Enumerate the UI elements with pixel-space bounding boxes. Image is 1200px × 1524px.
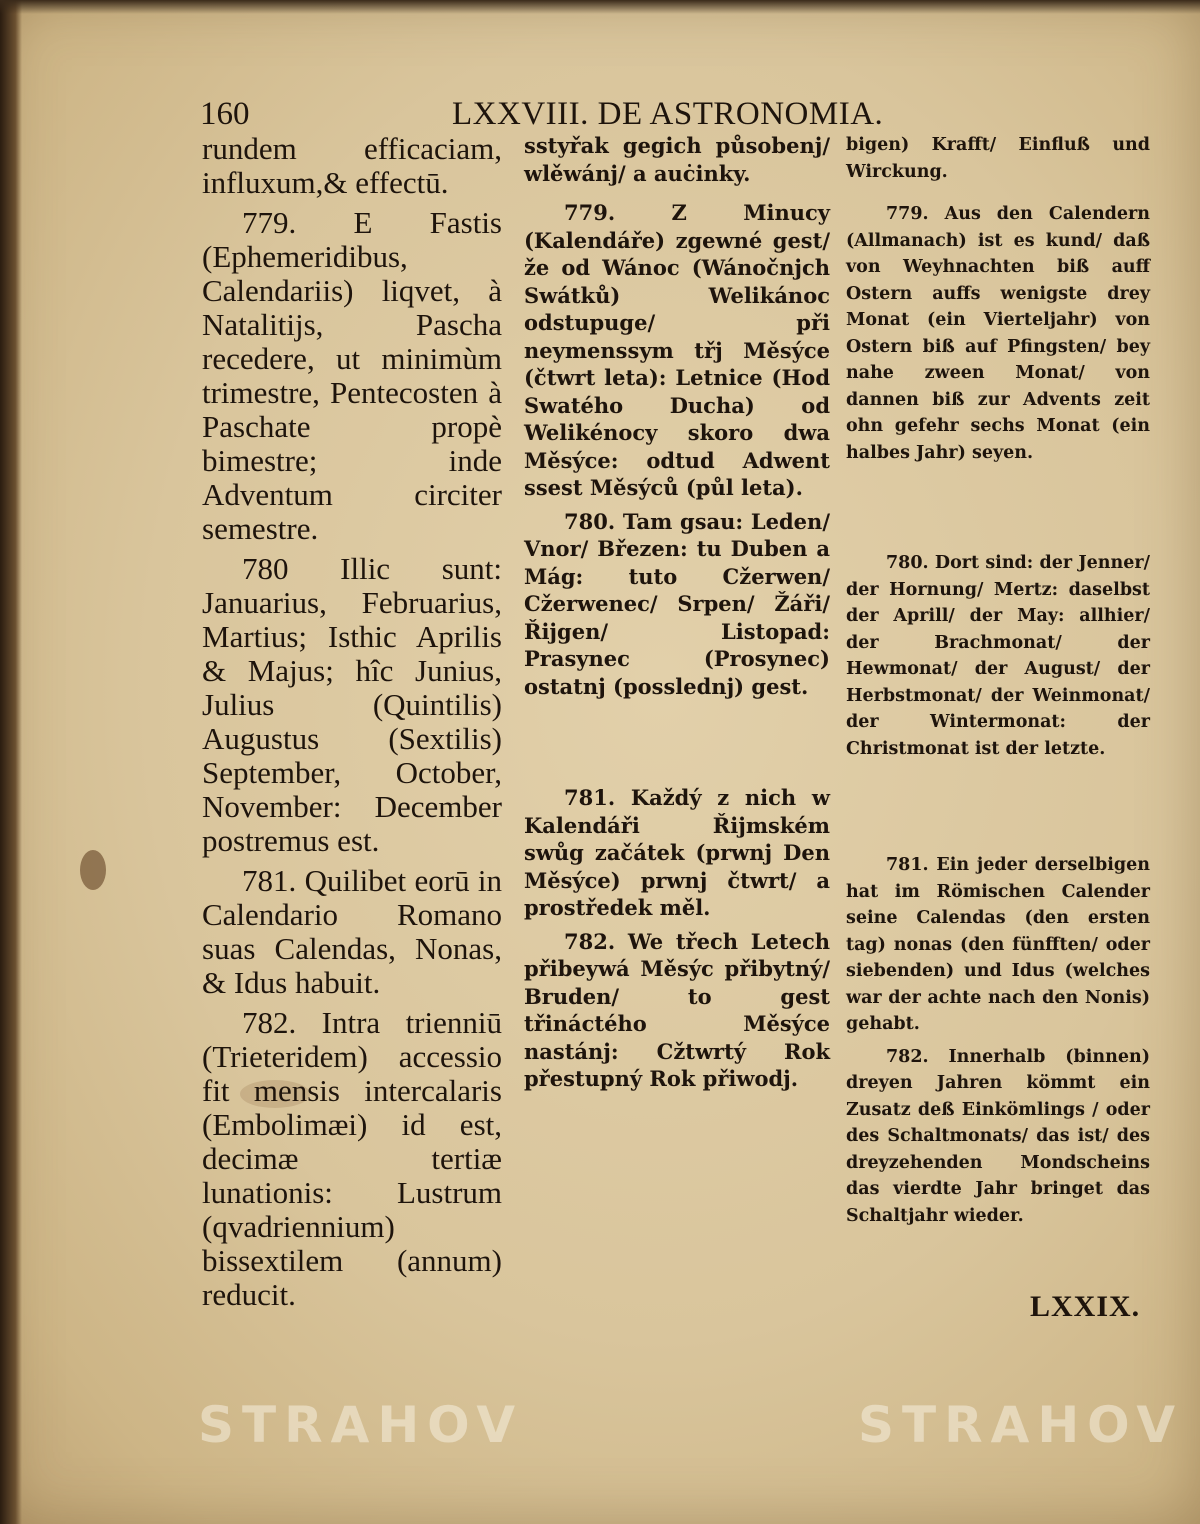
german-paragraph-781: 781. Ein jeder derselbigen hat im Römischen Calender seine Calendas (den ersten tag) nonas (den fünfften/ oder siebenden) und Idus (welches war der achte nach den Nonis) gehabt. [846, 855, 1150, 1034]
german-paragraph-779: 779. Aus den Calendern (Allmanach) ist es kund/ daß von Weyhnachten biß auff Ostern auffs wenigste drey Monat (ein Vierteljahr) von Ostern biß auf Pfingsten/ bey nahe zween Monat/ von dannen biß zur Advents zeit ohn gefehr sechs Monat (ein halbes Jahr) seyen. [846, 204, 1150, 463]
latin-column [202, 132, 502, 1318]
german-column [846, 132, 1150, 1235]
latin-intro: rundem efficaciam, influxum,& effectū. [202, 131, 502, 200]
page-top-edge [0, 0, 1200, 14]
czech-paragraph-779: 779. Z Minucy (Kalendáře) zgewné gest/ že od Wánoc (Wánočnjch Swátků) Welikánoc odstupuge/ při neymenssym třj Měsýce (čtwrt leta): Letnice (Hod Swatého Ducha) od Welikénocy skoro dwa Měsýce: odtud Adwent ssest Měsýců (půl leta). [524, 200, 830, 500]
german-intro: bigen) Krafft/ Einfluß und Wirckung. [846, 135, 1150, 182]
german-paragraph-780: 780. Dort sind: der Jenner/ der Hornung/ Mertz: daselbst der Aprill/ der May: allhier/ der Brachmonat/ der Hewmonat/ der August/ der Herbstmonat/ der Weinmonat/ der Wintermonat: der Christmonat ist der letzte. [846, 553, 1150, 759]
czech-column [524, 132, 830, 1099]
ink-stain [80, 850, 106, 890]
czech-paragraph-780: 780. Tam gsau: Leden/ Vnor/ Březen: tu Duben a Mág: tuto Cžerwen/ Cžerwenec/ Srpen/ Žáři/ Řijgen/ Listopad: Prasynec (Prosynec) ostatnj (posslednj) gest. [524, 508, 830, 699]
page-binding-edge [0, 0, 22, 1524]
czech-paragraph-781: 781. Každý z nich w Kalendáři Řijmském swůg začátek (prwnj Den Měsýce) prwnj čtwrt/ a prostředek měl. [524, 785, 830, 920]
watermark-right: STRAHOV [858, 1396, 1184, 1454]
latin-paragraph-779: 779. E Fastis (Ephemeridibus, Calendariis) liqvet, à Natalitijs, Pascha recedere, ut minimùm trimestre, Pentecosten à Paschate propè bimestre; inde Adventum circiter semestre. [202, 205, 502, 546]
latin-paragraph-781: 781. Quilibet eorū in Calendario Romano suas Calendas, Nonas, & Idus habuit. [202, 863, 502, 1000]
latin-paragraph-780: 780 Illic sunt: Januarius, Februarius, Martius; Isthic Aprilis & Majus; hîc Junius, Julius (Quintilis) Augustus (Sextilis) September, October, November: December postremus est. [202, 551, 502, 858]
page-number: 160 [200, 96, 250, 132]
german-paragraph-782: 782. Innerhalb (binnen) dreyen Jahren kömmt ein Zusatz deß Einkömlings / oder des Schaltmonats/ das ist/ des dreyzehenden Mondscheins das vierdte Jahr bringet das Schaltjahr wieder. [846, 1046, 1150, 1226]
watermark-left: STRAHOV [198, 1396, 524, 1454]
czech-paragraph-782: 782. We třech Letech přibeywá Měsýc přibytný/ Bruden/ to gest třináctého Měsýce nastánj: Cžtwrtý Rok přestupný Rok přiwodj. [524, 928, 830, 1091]
page-header [200, 96, 884, 136]
signature-mark: LXXIX. [1030, 1290, 1141, 1323]
latin-paragraph-782: 782. Intra trienniū (Trieteridem) accessio fit mensis intercalaris (Embolimæi) id est, decimæ tertiæ lunationis: Lustrum (qvadriennium) bissextilem (annum) reducit. [202, 1005, 502, 1312]
running-title: LXXVIII. DE ASTRONOMIA. [452, 96, 884, 132]
czech-intro: sstyřak gegich působenj/ wlěwánj/ a auċinky. [524, 133, 830, 186]
